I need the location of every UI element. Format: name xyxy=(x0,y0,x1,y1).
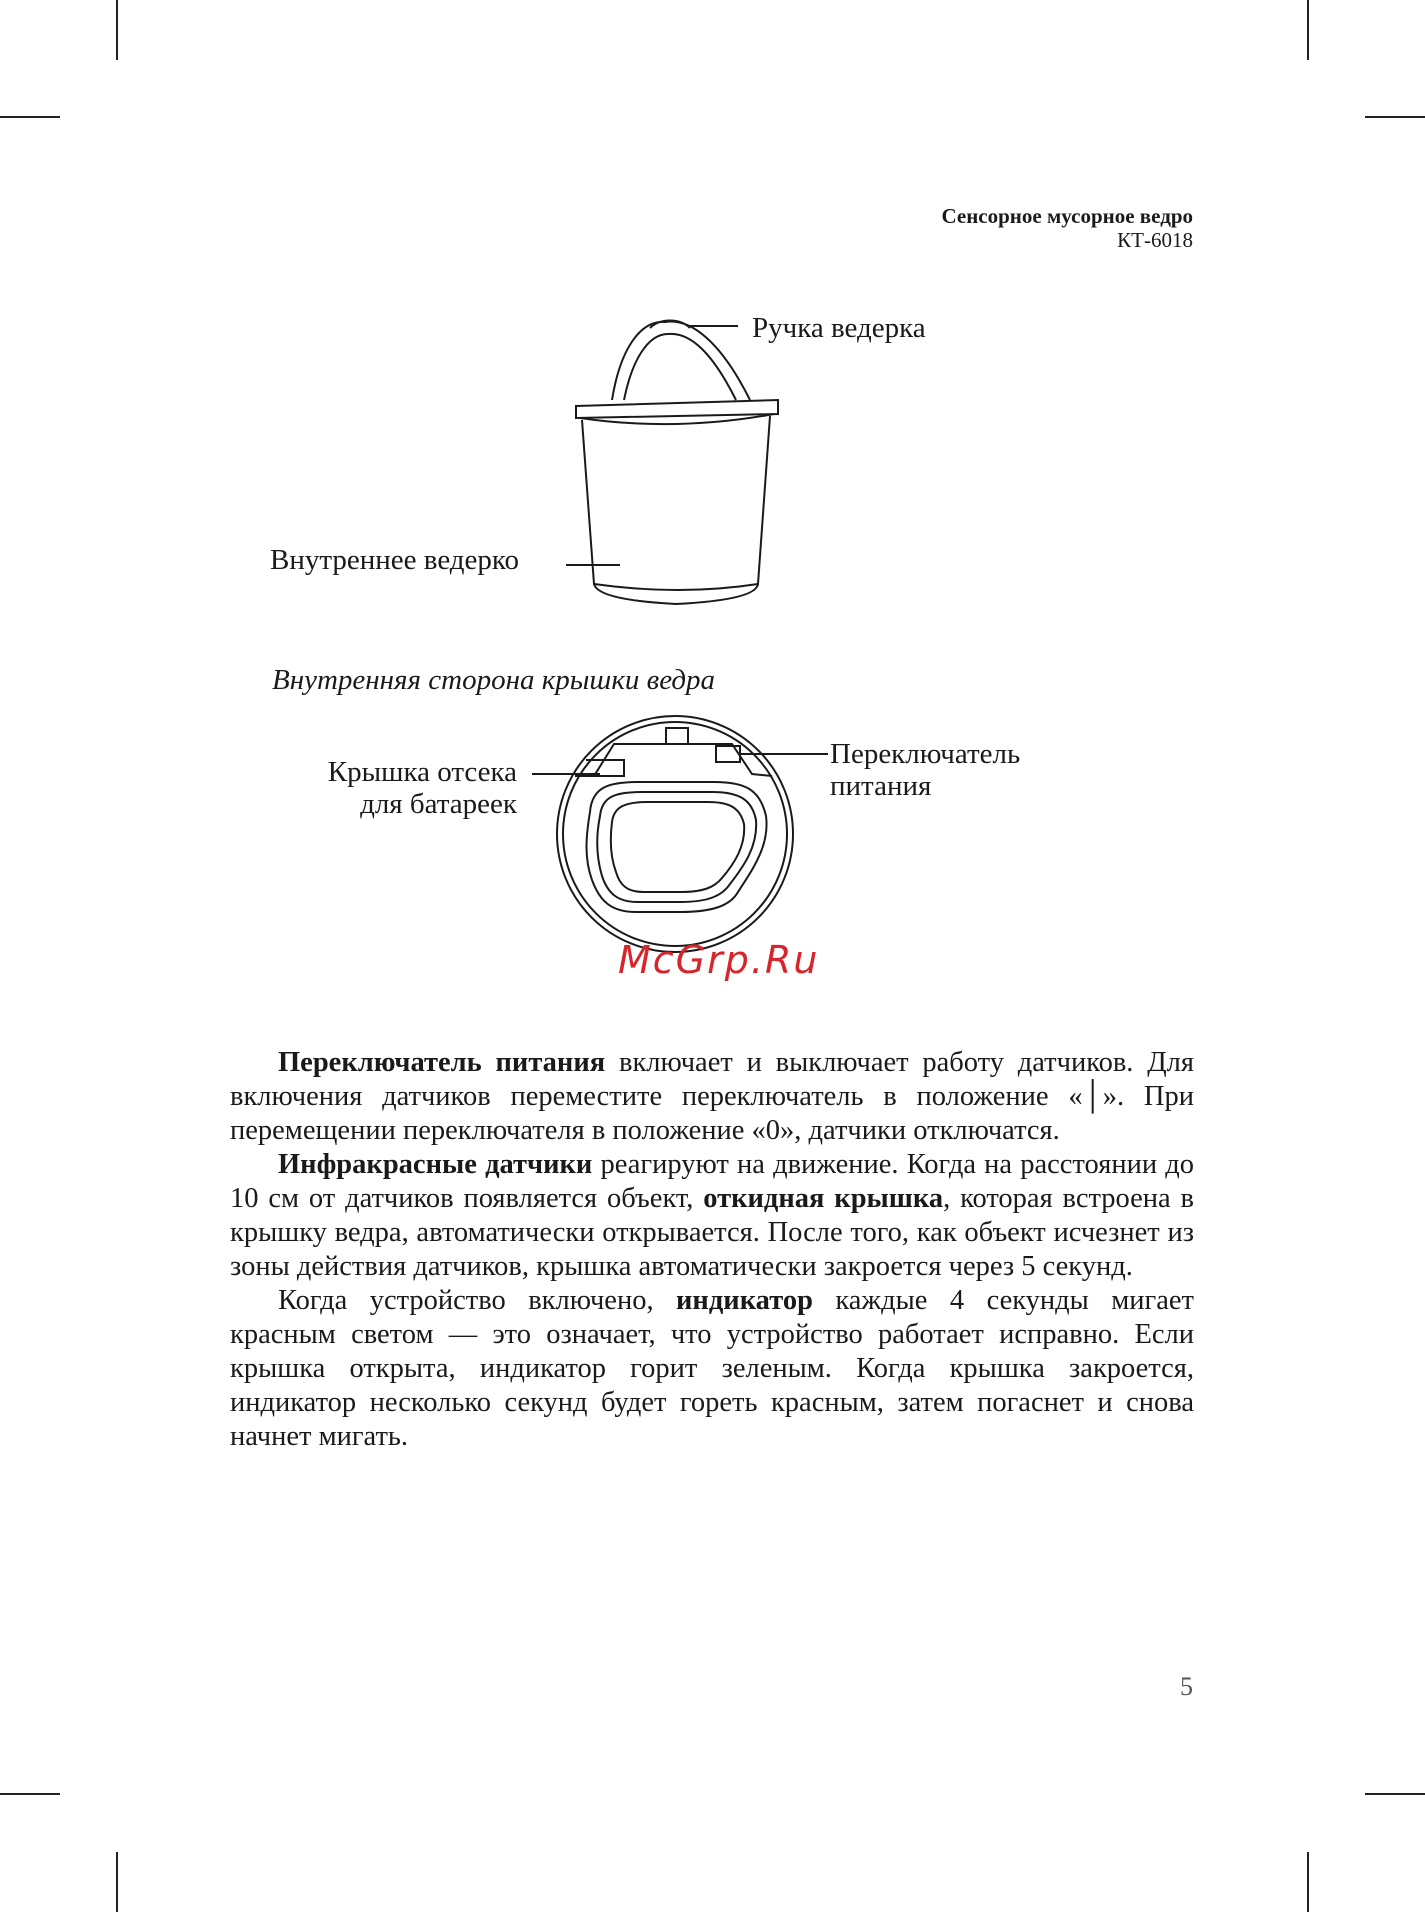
label-power-switch-line1: Переключатель xyxy=(830,738,1021,770)
paragraph-power-switch xyxy=(230,1046,1194,1148)
figure-caption: Внутренняя сторона крышки ведра xyxy=(272,664,716,696)
term-ir-sensors: Инфракрасные датчики xyxy=(278,1149,593,1180)
paragraph-text: включает и выключает работу датчиков. Для включения датчиков переместите переключатель в положение «│». При перемещении переключателя в положение «0», датчики отключатся. xyxy=(230,1047,1194,1146)
term-flip-lid: откидная крышка xyxy=(703,1183,944,1214)
term-indicator: индикатор xyxy=(676,1285,813,1316)
paragraph-text: Когда устройство включено, xyxy=(278,1285,677,1316)
label-power-switch-line2: питания xyxy=(830,770,932,802)
label-handle: Ручка ведерка xyxy=(752,312,926,344)
paragraph-ir-sensors xyxy=(230,1148,1194,1284)
watermark: McGrp.Ru xyxy=(618,938,820,982)
crop-mark xyxy=(116,1852,118,1912)
header-model: КТ-6018 xyxy=(1117,228,1193,252)
crop-mark xyxy=(0,1793,60,1795)
paragraph-text: , которая встроена в крышку ведра, автоматически открывается. После того, как объект исчезнет из зоны действия датчиков, крышка автоматически закроется через 5 секунд. xyxy=(230,1183,1194,1282)
label-power-switch xyxy=(830,738,1020,802)
term-power-switch: Переключатель питания xyxy=(278,1047,606,1078)
paragraph-text: реагируют на движение. Когда на расстоянии до 10 см от датчиков появляется объект, xyxy=(230,1149,1194,1214)
page-number: 5 xyxy=(1180,1672,1193,1701)
label-inner-bucket: Внутреннее ведерко xyxy=(270,544,520,576)
crop-mark xyxy=(1365,1793,1425,1795)
body-text xyxy=(230,1046,1194,1454)
paragraph-indicator xyxy=(230,1284,1194,1454)
label-battery-cover-line2: для батареек xyxy=(360,788,517,820)
paragraph-text: каждые 4 секунды мигает красным светом — это означает, что устройство работает исправно. Если крышка открыта, индикатор горит зеленым. Когда крышка закроется, индикатор несколько секунд будет гореть красным, затем погаснет и снова начнет мигать. xyxy=(230,1285,1194,1452)
label-battery-cover-line1: Крышка отсека xyxy=(327,756,517,788)
header-title: Сенсорное мусорное ведро xyxy=(941,204,1193,228)
label-battery-cover xyxy=(328,756,517,820)
crop-mark xyxy=(1307,1852,1309,1912)
